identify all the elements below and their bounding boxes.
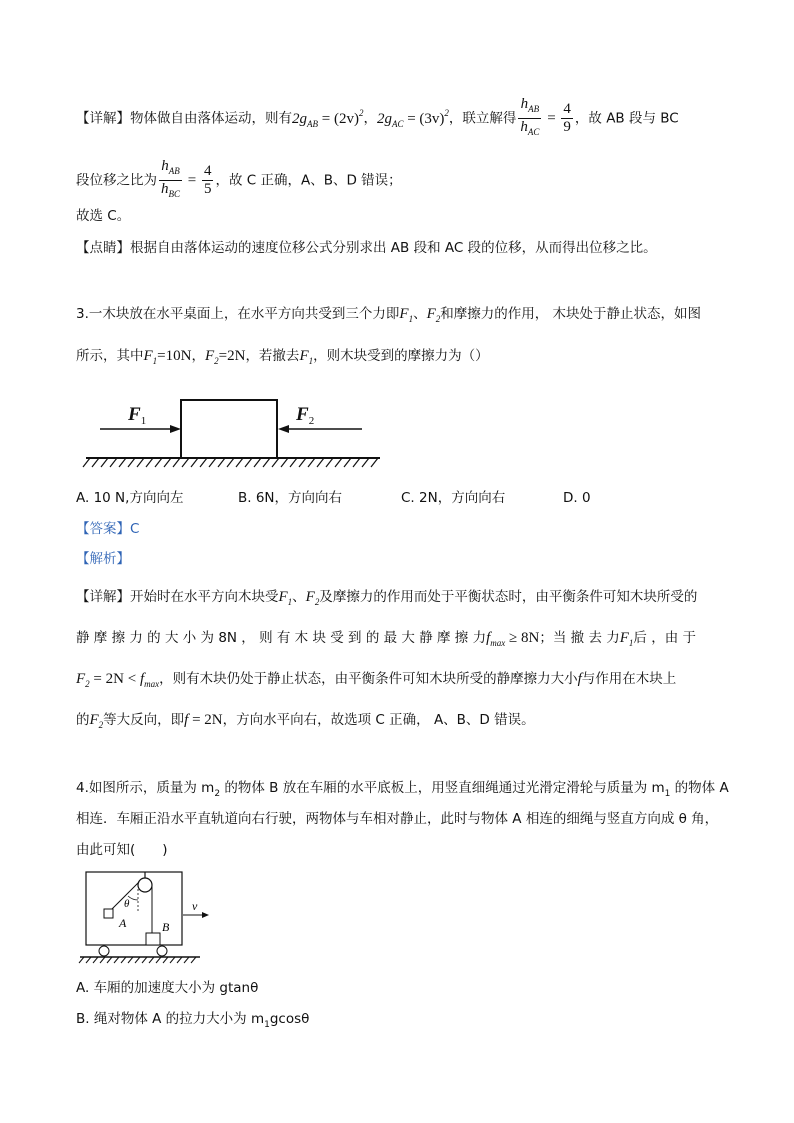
m1-subscript: 1 — [264, 1020, 270, 1030]
hatch-mark — [119, 458, 126, 467]
detail-text: 物体做自由落体运动，则有 — [130, 110, 292, 127]
stem-text: 和摩擦力的作用， 木块处于静止状态，如图 — [440, 306, 702, 322]
detail-text: ，方向水平向右，故选项 C 正确， A、B、D 错误。 — [222, 712, 535, 728]
stem-text: ，则木块受到的摩擦力为（） — [313, 348, 489, 364]
hatch-mark — [263, 458, 270, 467]
option-c[interactable]: C. 2N，方向向右 — [401, 490, 506, 506]
object-b — [146, 933, 160, 945]
hatch-mark — [92, 458, 99, 467]
option-b[interactable]: B. 6N，方向向右 — [238, 490, 343, 506]
detail-text: 开始时在水平方向木块受 — [130, 589, 279, 605]
q4-stem-line1 — [76, 778, 729, 804]
f2-comparison: $F_2 = 2N < f_{max}$ — [76, 671, 160, 689]
q3-analysis-tag: 【解析】 — [76, 551, 130, 567]
q2-point — [76, 238, 657, 258]
f1-value: $F_1=10N$ — [143, 348, 192, 366]
hatch-mark — [101, 458, 108, 467]
hatch-mark — [137, 458, 144, 467]
hatch-mark — [227, 458, 234, 467]
detail-text: 及摩擦力的作用而处于平衡状态时，由平衡条件可知木块所受的 — [319, 589, 698, 605]
hatch-mark — [149, 957, 154, 963]
eq-1: $2g_{AB} = (2v)^2$ — [292, 107, 364, 129]
wooden-block — [181, 400, 277, 458]
fmax-inequality: $f_{max} \ge 8N$ — [486, 630, 540, 648]
object-a — [104, 909, 113, 918]
hatch-mark — [83, 458, 90, 467]
hatch-mark — [362, 458, 369, 467]
detail-text: ，则有木块仍处于静止状态，由平衡条件可知木块所受的静摩擦力大小 — [159, 671, 578, 687]
hatch-mark — [184, 957, 189, 963]
m1-subscript: 1 — [664, 789, 671, 799]
hatch-mark — [353, 458, 360, 467]
detail-text: 等大反向，即 — [103, 712, 185, 728]
fraction-4-9: $\frac{4}{9}$ — [563, 101, 571, 135]
hatch-mark — [209, 458, 216, 467]
f2-symbol: $F_2$ — [89, 712, 104, 730]
hatch-mark — [326, 458, 333, 467]
f2-arrow — [278, 425, 362, 433]
f2-symbol: $F_2$ — [426, 306, 441, 324]
hatch-mark — [245, 458, 252, 467]
wheel-right — [157, 946, 167, 956]
hatch-mark — [299, 458, 306, 467]
m2-subscript: 2 — [214, 789, 221, 799]
detail-text: ；当 撤 去 力 — [539, 630, 620, 646]
stem-text: 所示，其中 — [76, 348, 144, 364]
detail-text: 段位移之比为 — [76, 172, 157, 189]
hatch-mark — [110, 458, 117, 467]
detail-text: ，故 C 正确，A、B、D 错误； — [215, 172, 402, 189]
q2-choose: 故选 C。 — [76, 208, 131, 224]
hatch-mark — [371, 458, 378, 467]
carriage-box — [86, 872, 182, 945]
pulley — [138, 878, 152, 892]
fraction-hab-hbc: $\frac{h_{AB}}{h_{BC}}$ — [161, 158, 181, 199]
f2-symbol: $F_2$ — [305, 589, 320, 607]
q2-detail-line1: 【详解】物体做自由落体运动，则有$2g_{AB} = (2v)^2$，$2g_{AC} = (3v)^2$，联立解得 $\frac{h_{AB}}{h_{AC}}$ = $\frac{4}{9}$ ，故 AB 段与 BC — [76, 96, 679, 141]
wheel-left — [99, 946, 109, 956]
q3-detail-line1 — [76, 587, 697, 612]
q3-detail-line3 — [76, 669, 676, 694]
detail-tag: 【详解】 — [76, 589, 130, 605]
q4-option-b[interactable] — [76, 1009, 309, 1035]
hatch-mark — [100, 957, 105, 963]
q3-stem-line2 — [76, 346, 489, 371]
f1-label: $F_1$ — [128, 404, 147, 427]
hatch-mark — [177, 957, 182, 963]
object-b-label: B — [162, 920, 170, 934]
hatch-mark — [128, 458, 135, 467]
hatch-mark — [135, 957, 140, 963]
separator: 、 — [292, 589, 306, 605]
hatch-mark — [218, 458, 225, 467]
hatch-mark — [191, 458, 198, 467]
hatch-mark — [93, 957, 98, 963]
q3-stem-line1 — [76, 304, 701, 329]
separator: ， — [191, 348, 205, 364]
hatch-mark — [335, 458, 342, 467]
fraction-4-5: $\frac{4}{5}$ — [203, 163, 212, 197]
theta-label: θ — [124, 898, 130, 910]
f-equation: f = 2N — [184, 712, 223, 728]
hatch-mark — [121, 957, 126, 963]
hatch-mark — [142, 957, 147, 963]
hatch-mark — [86, 957, 91, 963]
q3-detail-line2 — [76, 628, 696, 653]
detail-tag: 【详解】 — [76, 110, 130, 127]
q4-stem-line2: 相连．车厢正沿水平直轨道向右行驶，两物体与车相对静止，此时与物体 A 相连的细绳与竖直方向成 θ 角， — [76, 811, 719, 827]
hatch-mark — [191, 957, 196, 963]
velocity-label: v — [192, 899, 198, 913]
answer-value: C — [130, 521, 140, 537]
q3-answer — [76, 519, 139, 539]
separator: 、 — [413, 306, 427, 322]
q2-detail-line2: 段位移之比为 $\frac{h_{AB}}{h_{BC}}$ = $\frac{4}{5}$ ，故 C 正确，A、B、D 错误； — [76, 158, 402, 203]
stem-text: ，若撤去 — [245, 348, 300, 364]
answer-tag: 【答案】 — [76, 521, 130, 537]
f1-symbol: $F_1$ — [278, 589, 293, 607]
hatch-mark — [156, 957, 161, 963]
q4-stem-line3: 由此可知( ) — [76, 842, 168, 858]
f1-symbol: $F_1$ — [619, 630, 634, 648]
hatch-mark — [182, 458, 189, 467]
hatch-mark — [79, 957, 84, 963]
hatch-mark — [164, 458, 171, 467]
carriage-pulley-figure — [76, 866, 226, 966]
hatch-mark — [254, 458, 261, 467]
hatch-mark — [173, 458, 180, 467]
option-text: B. 绳对物体 A 的拉力大小为 m — [76, 1011, 265, 1027]
hatch-mark — [128, 957, 133, 963]
hatch-mark — [200, 458, 207, 467]
hatch-mark — [107, 957, 112, 963]
detail-text: 与作用在木块上 — [581, 671, 677, 687]
hatch-mark — [272, 458, 279, 467]
detail-text: 后 ，由 于 — [633, 630, 696, 646]
ground-surface — [83, 458, 380, 467]
detail-text: 的 — [76, 712, 90, 728]
eq-2: $2g_{AC} = (3v)^2$ — [376, 107, 449, 129]
hatch-mark — [155, 458, 162, 467]
q4-option-a[interactable]: A. 车厢的加速度大小为 gtanθ — [76, 980, 259, 996]
track-hatching — [79, 957, 196, 963]
option-a[interactable]: A. 10 N,方向向左 — [76, 490, 184, 506]
f2-label: $F_2$ — [296, 404, 315, 427]
detail-text: ，联立解得 — [448, 110, 517, 127]
stem-text: 3.一木块放在水平桌面上，在水平方向共受到三个力即 — [76, 306, 400, 322]
q3-detail-line4 — [76, 710, 535, 735]
point-tag: 【点睛】 — [76, 240, 130, 256]
stem-text: 的物体 A — [670, 780, 729, 796]
hatch-mark — [290, 458, 297, 467]
detail-text: 静 摩 擦 力 的 大 小 为 8N ， 则 有 木 块 受 到 的 最 大 静 摩 擦 力 — [76, 630, 487, 646]
f-symbol: f — [577, 671, 582, 687]
hatch-mark — [344, 458, 351, 467]
hatch-mark — [236, 458, 243, 467]
point-text: 根据自由落体运动的速度位移公式分别求出 AB 段和 AC 段的位移，从而得出位移之比。 — [130, 240, 657, 256]
hatch-mark — [114, 957, 119, 963]
hatch-mark — [281, 458, 288, 467]
option-text: gcosθ — [269, 1011, 310, 1027]
hatch-mark — [317, 458, 324, 467]
hatch-mark — [308, 458, 315, 467]
hatch-mark — [163, 957, 168, 963]
block-forces-figure — [80, 392, 385, 472]
f1-symbol: $F_1$ — [399, 306, 414, 324]
stem-text: 的物体 B 放在车厢的水平底板上，用竖直细绳通过光滑定滑轮与质量为 m — [220, 780, 665, 796]
f2-value: $F_2=2N$ — [204, 348, 246, 366]
hatch-mark — [170, 957, 175, 963]
hatch-mark — [146, 458, 153, 467]
separator: ， — [363, 110, 377, 127]
object-a-label: A — [119, 916, 127, 930]
option-d[interactable]: D. 0 — [563, 490, 591, 506]
detail-text: ，故 AB 段与 BC — [574, 110, 679, 127]
stem-text: 4.如图所示，质量为 m — [76, 780, 215, 796]
f1-symbol: $F_1$ — [299, 348, 314, 366]
fraction-hab-hac: $\frac{h_{AB}}{h_{AC}}$ — [520, 96, 540, 137]
